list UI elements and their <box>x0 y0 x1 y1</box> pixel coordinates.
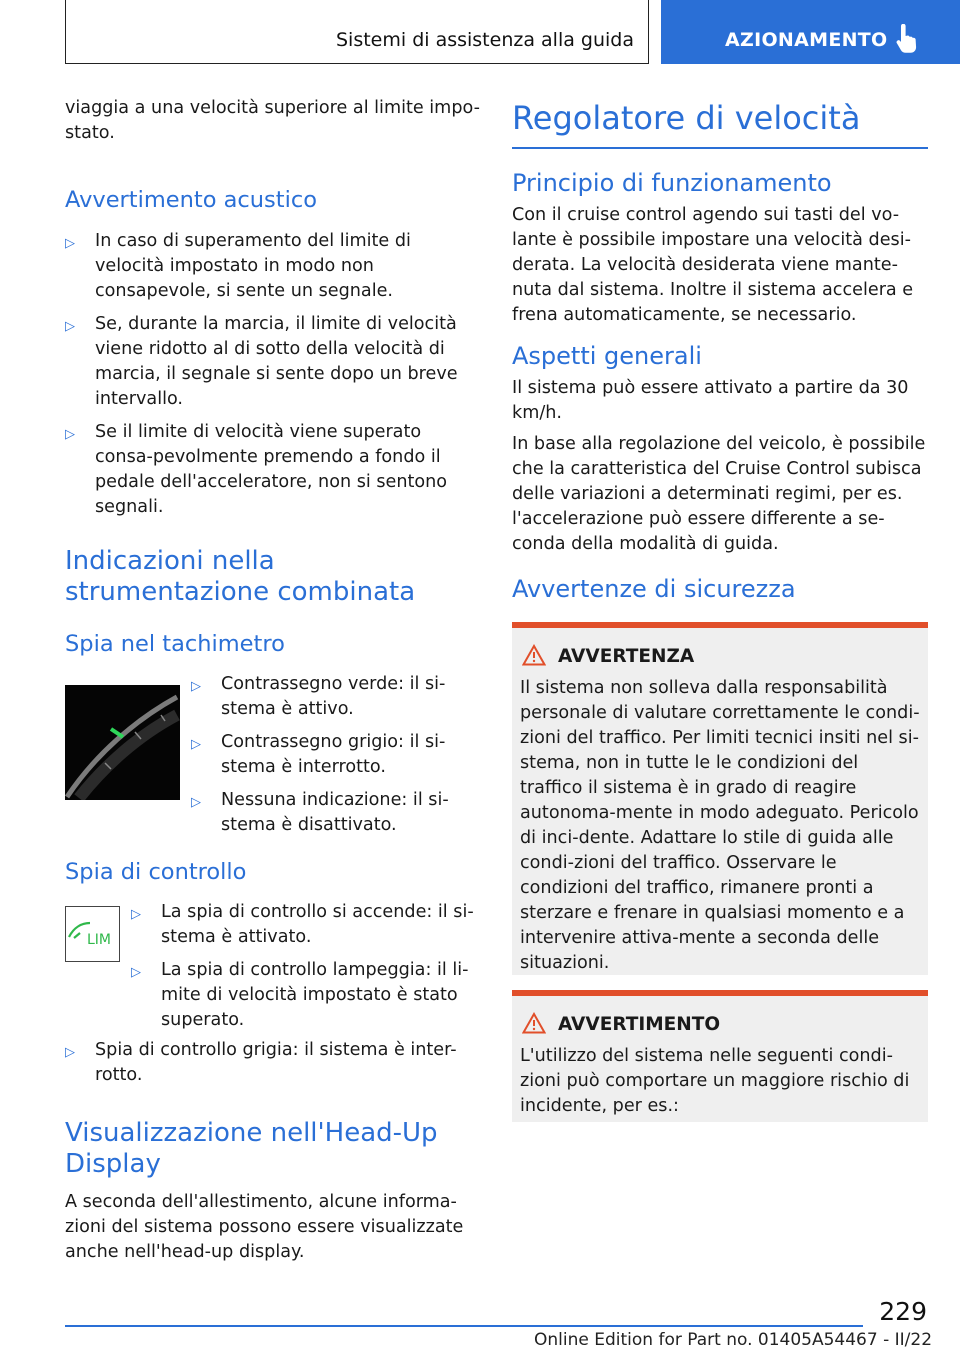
list-item: ▷ La spia di controllo lampeggia: il li-mite di velocità impostato è stato superato. <box>131 960 469 1030</box>
safety-heading: Avvertenze di sicurezza <box>512 574 796 603</box>
bullet-triangle-icon: ▷ <box>65 427 75 442</box>
list-item: ▷ La spia di controllo si accende: il si-stema è attivato. <box>131 902 474 947</box>
header-chapter-tab[interactable] <box>661 0 960 64</box>
warning-title: AVVERTIMENTO <box>558 1013 721 1035</box>
footer-edition: Online Edition for Part no. 01405A54467 - II/22 <box>534 1330 933 1350</box>
header-section-box <box>65 0 649 64</box>
speedometer-image <box>65 685 180 800</box>
lim-indicator-icon <box>65 906 120 962</box>
warning-text: Il sistema non solleva dalla responsabilità personale di valutare correttamente le condi-zioni del traffico. Per limiti tecnici insiti nel si-stema, non in tutte le le condizioni del traffico il sistema è in grado di reagire autonoma-mente in modo adeguato. Pericolo di inci-dente. Adattare lo stile di guida alle condi-zioni del traffico. Osservare le condizioni del traffico, rimanere pronti a sterzare e frenare in qualsiasi momento e a intervenire attiva-mente a seconda delle situazioni. <box>520 677 920 973</box>
right-column <box>512 96 928 1122</box>
bullet-triangle-icon: ▷ <box>65 236 75 251</box>
tacho-list <box>191 672 481 838</box>
tacho-block <box>65 672 480 844</box>
tacho-heading: Spia nel tachimetro <box>65 631 285 657</box>
general-text-1: Il sistema può essere attivato a partire da 30 km/h. <box>512 377 909 423</box>
instrument-heading: Indicazioni nella strumentazione combinata <box>65 546 416 607</box>
warning-bar <box>512 622 928 628</box>
list-item: ▷ Contrassegno verde: il si-stema è attivo. <box>191 674 446 719</box>
warning-box-avvertimento <box>512 990 928 1122</box>
bullet-triangle-icon: ▷ <box>191 737 201 752</box>
bullet-triangle-icon: ▷ <box>65 1045 75 1060</box>
hud-text: A seconda dell'allestimento, alcune informa-zioni del sistema possono essere visualizzate anche nell'head-up display. <box>65 1192 464 1262</box>
bullet-triangle-icon: ▷ <box>65 319 75 334</box>
list-item: ▷ Contrassegno grigio: il si-stema è interrotto. <box>191 732 446 777</box>
principle-text: Con il cruise control agendo sui tasti del vo-lante è possibile impostare una velocità desi-derata. La velocità desiderata viene mante-nuta dal sistema. Inoltre il sistema accelera e frena automaticamente, se necessario. <box>512 204 914 325</box>
warning-triangle-icon <box>522 644 546 666</box>
intro-text: viaggia a una velocità superiore al limite impo- stato. <box>65 98 480 143</box>
general-heading: Aspetti generali <box>512 341 702 370</box>
warning-title: AVVERTENZA <box>558 645 695 667</box>
control-extra-list <box>65 1038 480 1088</box>
control-list <box>131 900 481 1033</box>
hud-heading: Visualizzazione nell'Head-Up Display <box>65 1118 438 1179</box>
control-block <box>65 900 480 1028</box>
header-chapter-label: AZIONAMENTO <box>725 29 888 51</box>
list-item: ▷ In caso di superamento del limite di velocità impostato in modo non consapevole, si sente un segnale. <box>65 231 411 301</box>
control-heading: Spia di controllo <box>65 859 247 885</box>
main-title: Regolatore di velocità <box>512 99 861 137</box>
warning-text: L'utilizzo del sistema nelle seguenti condi-zioni può comportare un maggiore rischio di incidente, per es.: <box>520 1045 910 1116</box>
left-column <box>65 96 480 1265</box>
warning-bar <box>512 990 928 996</box>
list-item: ▷ Spia di controllo grigia: il sistema è inter-rotto. <box>65 1040 457 1085</box>
bullet-triangle-icon: ▷ <box>191 795 201 810</box>
bullet-triangle-icon: ▷ <box>131 907 141 922</box>
acoustic-heading: Avvertimento acustico <box>65 187 317 213</box>
list-item: ▷ Nessuna indicazione: il si-stema è disattivato. <box>191 790 449 835</box>
header-section-title: Sistemi di assistenza alla guida <box>335 29 634 51</box>
footer-rule <box>65 1325 863 1327</box>
title-rule <box>512 147 928 149</box>
principle-heading: Principio di funzionamento <box>512 168 832 197</box>
list-item: ▷ Se il limite di velocità viene superato consa-pevolmente premendo a fondo il pedale dell'acceleratore, non si sentono segnali. <box>65 422 448 517</box>
warning-box-avvertenza <box>512 622 928 975</box>
acoustic-list <box>65 229 480 520</box>
bullet-triangle-icon: ▷ <box>191 679 201 694</box>
general-text-2: In base alla regolazione del veicolo, è possibile che la caratteristica del Cruise Control subisca delle variazioni a determinati regimi, per es. l'accelerazione può essere differente a se-conda della modalità di guida. <box>512 433 926 554</box>
hand-pointer-icon <box>895 24 919 54</box>
list-item: ▷ Se, durante la marcia, il limite di velocità viene ridotto al di sotto della velocità di marcia, il segnale si sente dopo un breve intervallo. <box>65 314 458 409</box>
warning-triangle-icon <box>522 1012 546 1034</box>
page-number: 229 <box>879 1297 927 1326</box>
svg-text:LIM: LIM <box>87 932 112 948</box>
bullet-triangle-icon: ▷ <box>131 965 141 980</box>
